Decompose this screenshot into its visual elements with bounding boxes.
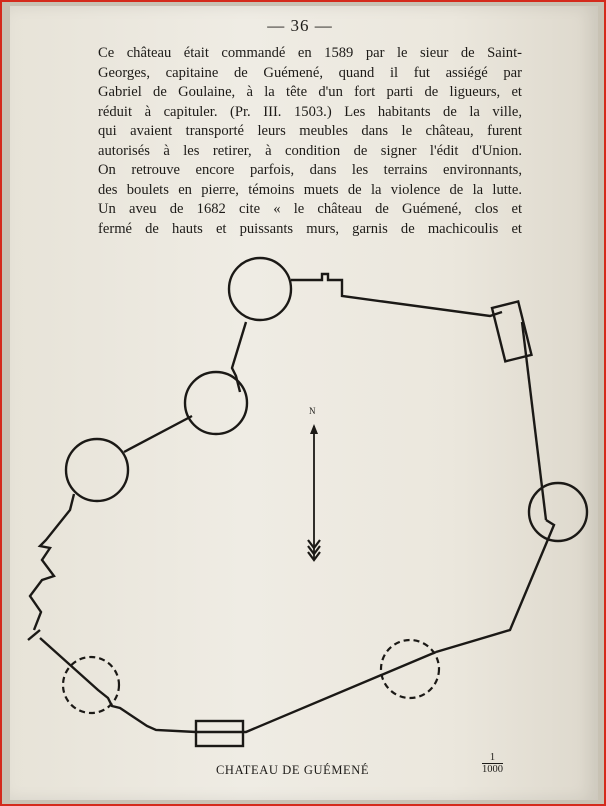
wall-east <box>522 322 546 520</box>
scale-fraction <box>482 752 503 775</box>
text-line: Un aveu de 1682 cite « le château de Guémené, clos et <box>98 201 522 217</box>
text-line: On retrouve encore parfois, dans les terrains environnants, <box>98 162 522 178</box>
text-line: Georges, capitaine de Guémené, quand il fut assiégé par <box>98 64 522 81</box>
figure-caption: CHATEAU DE GUÉMENÉ <box>216 763 370 777</box>
north-arrow <box>308 424 320 560</box>
text-line: réduit à capituler. (Pr. III. 1503.) Les habitants de la ville, <box>98 103 522 120</box>
wall-north <box>291 274 502 316</box>
text-line: autorisés à les retirer, à condition de signer l'édit d'Union. <box>98 142 522 159</box>
wall-southeast <box>436 520 554 652</box>
tower-east <box>529 483 587 541</box>
north-label: N <box>309 406 316 416</box>
text-line: fermé de hauts et puissants murs, garnis de machicoulis et <box>98 220 522 237</box>
tower-west <box>66 439 128 501</box>
scale-numerator: 1 <box>482 752 503 764</box>
wall-west <box>30 494 74 630</box>
text-line: qui avaient transporté leurs meubles dans le château, furent <box>98 123 522 139</box>
scale-denominator: 1000 <box>482 764 503 775</box>
text-line: Ce château était commandé en 1589 par le sieur de Saint- <box>98 45 522 61</box>
tower-north <box>229 258 291 320</box>
page-number: — 36 — <box>267 16 333 35</box>
wall-northwest-1 <box>124 416 192 452</box>
gate-tower-south <box>196 721 243 746</box>
text-line: des boulets en pierre, témoins muets de la violence de la lutte. <box>98 181 522 198</box>
ruined-tower-south <box>381 640 439 698</box>
tower-northwest <box>185 372 247 434</box>
wall-gap-west <box>28 630 40 640</box>
text-line: Gabriel de Goulaine, à la tête d'un fort parti de ligueurs, et <box>98 84 522 100</box>
